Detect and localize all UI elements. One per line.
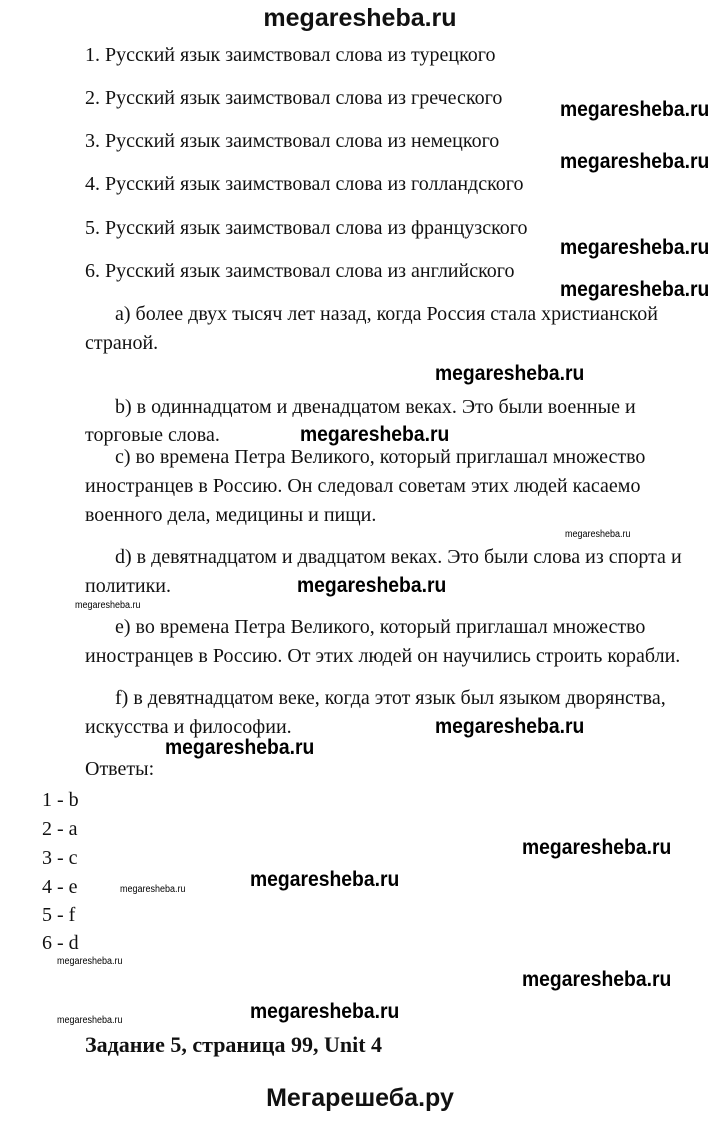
watermark: megaresheba.ru bbox=[560, 278, 710, 301]
watermark: megaresheba.ru bbox=[250, 1000, 400, 1023]
statement: 2. Русский язык заимствовал слова из греческого bbox=[85, 87, 503, 109]
option-e: иностранцев в Россию. От этих людей он научились строить корабли. bbox=[85, 645, 681, 667]
option-c: военного дела, медицины и пищи. bbox=[85, 504, 377, 526]
watermark: megaresheba.ru bbox=[522, 968, 672, 991]
watermark-small: megaresheba.ru bbox=[75, 600, 141, 611]
option-a: a) более двух тысяч лет назад, когда Россия стала христианской bbox=[115, 303, 658, 325]
statement: 6. Русский язык заимствовал слова из английского bbox=[85, 260, 515, 282]
option-f: f) в девятнадцатом веке, когда этот язык был языком дворянства, bbox=[115, 687, 666, 709]
watermark: megaresheba.ru bbox=[165, 736, 315, 759]
answer: 6 - d bbox=[42, 932, 79, 954]
answer: 2 - a bbox=[42, 818, 78, 840]
option-c: иностранцев в Россию. Он следовал советам этих людей касаемо bbox=[85, 475, 641, 497]
statement: 3. Русский язык заимствовал слова из немецкого bbox=[85, 130, 500, 152]
option-b: b) в одиннадцатом и двенадцатом веках. Это были военные и bbox=[115, 396, 636, 418]
option-d: d) в девятнадцатом и двадцатом веках. Это были слова из спорта и bbox=[115, 546, 682, 568]
watermark: megaresheba.ru bbox=[435, 362, 585, 385]
statement: 5. Русский язык заимствовал слова из французского bbox=[85, 217, 528, 239]
watermark: megaresheba.ru bbox=[560, 150, 710, 173]
watermark: megaresheba.ru bbox=[560, 98, 710, 121]
answer: 3 - c bbox=[42, 847, 78, 869]
answers-label: Ответы: bbox=[85, 758, 155, 780]
answer: 5 - f bbox=[42, 904, 76, 926]
answer: 4 - e bbox=[42, 876, 78, 898]
watermark-small: megaresheba.ru bbox=[120, 884, 186, 895]
watermark: megaresheba.ru bbox=[522, 836, 672, 859]
watermark: megaresheba.ru bbox=[435, 715, 585, 738]
watermark-small: megaresheba.ru bbox=[57, 1015, 123, 1026]
watermark: megaresheba.ru bbox=[297, 574, 447, 597]
watermark-small: megaresheba.ru bbox=[565, 529, 631, 540]
option-f: искусства и философии. bbox=[85, 716, 292, 738]
option-c: c) во времена Петра Великого, который приглашал множество bbox=[115, 446, 646, 468]
watermark: megaresheba.ru bbox=[250, 868, 400, 891]
option-b: торговые слова. bbox=[85, 424, 220, 446]
statement: 1. Русский язык заимствовал слова из турецкого bbox=[85, 44, 496, 66]
site-header: megaresheba.ru bbox=[263, 4, 457, 32]
watermark-small: megaresheba.ru bbox=[57, 956, 123, 967]
option-a: страной. bbox=[85, 332, 159, 354]
site-footer: Мегарешеба.ру bbox=[266, 1084, 454, 1112]
option-e: e) во времена Петра Великого, который приглашал множество bbox=[115, 616, 646, 638]
answer: 1 - b bbox=[42, 789, 79, 811]
option-d: политики. bbox=[85, 575, 171, 597]
statement: 4. Русский язык заимствовал слова из голландского bbox=[85, 173, 524, 195]
watermark: megaresheba.ru bbox=[560, 236, 710, 259]
next-task-heading: Задание 5, страница 99, Unit 4 bbox=[85, 1032, 383, 1057]
watermark: megaresheba.ru bbox=[300, 423, 450, 446]
